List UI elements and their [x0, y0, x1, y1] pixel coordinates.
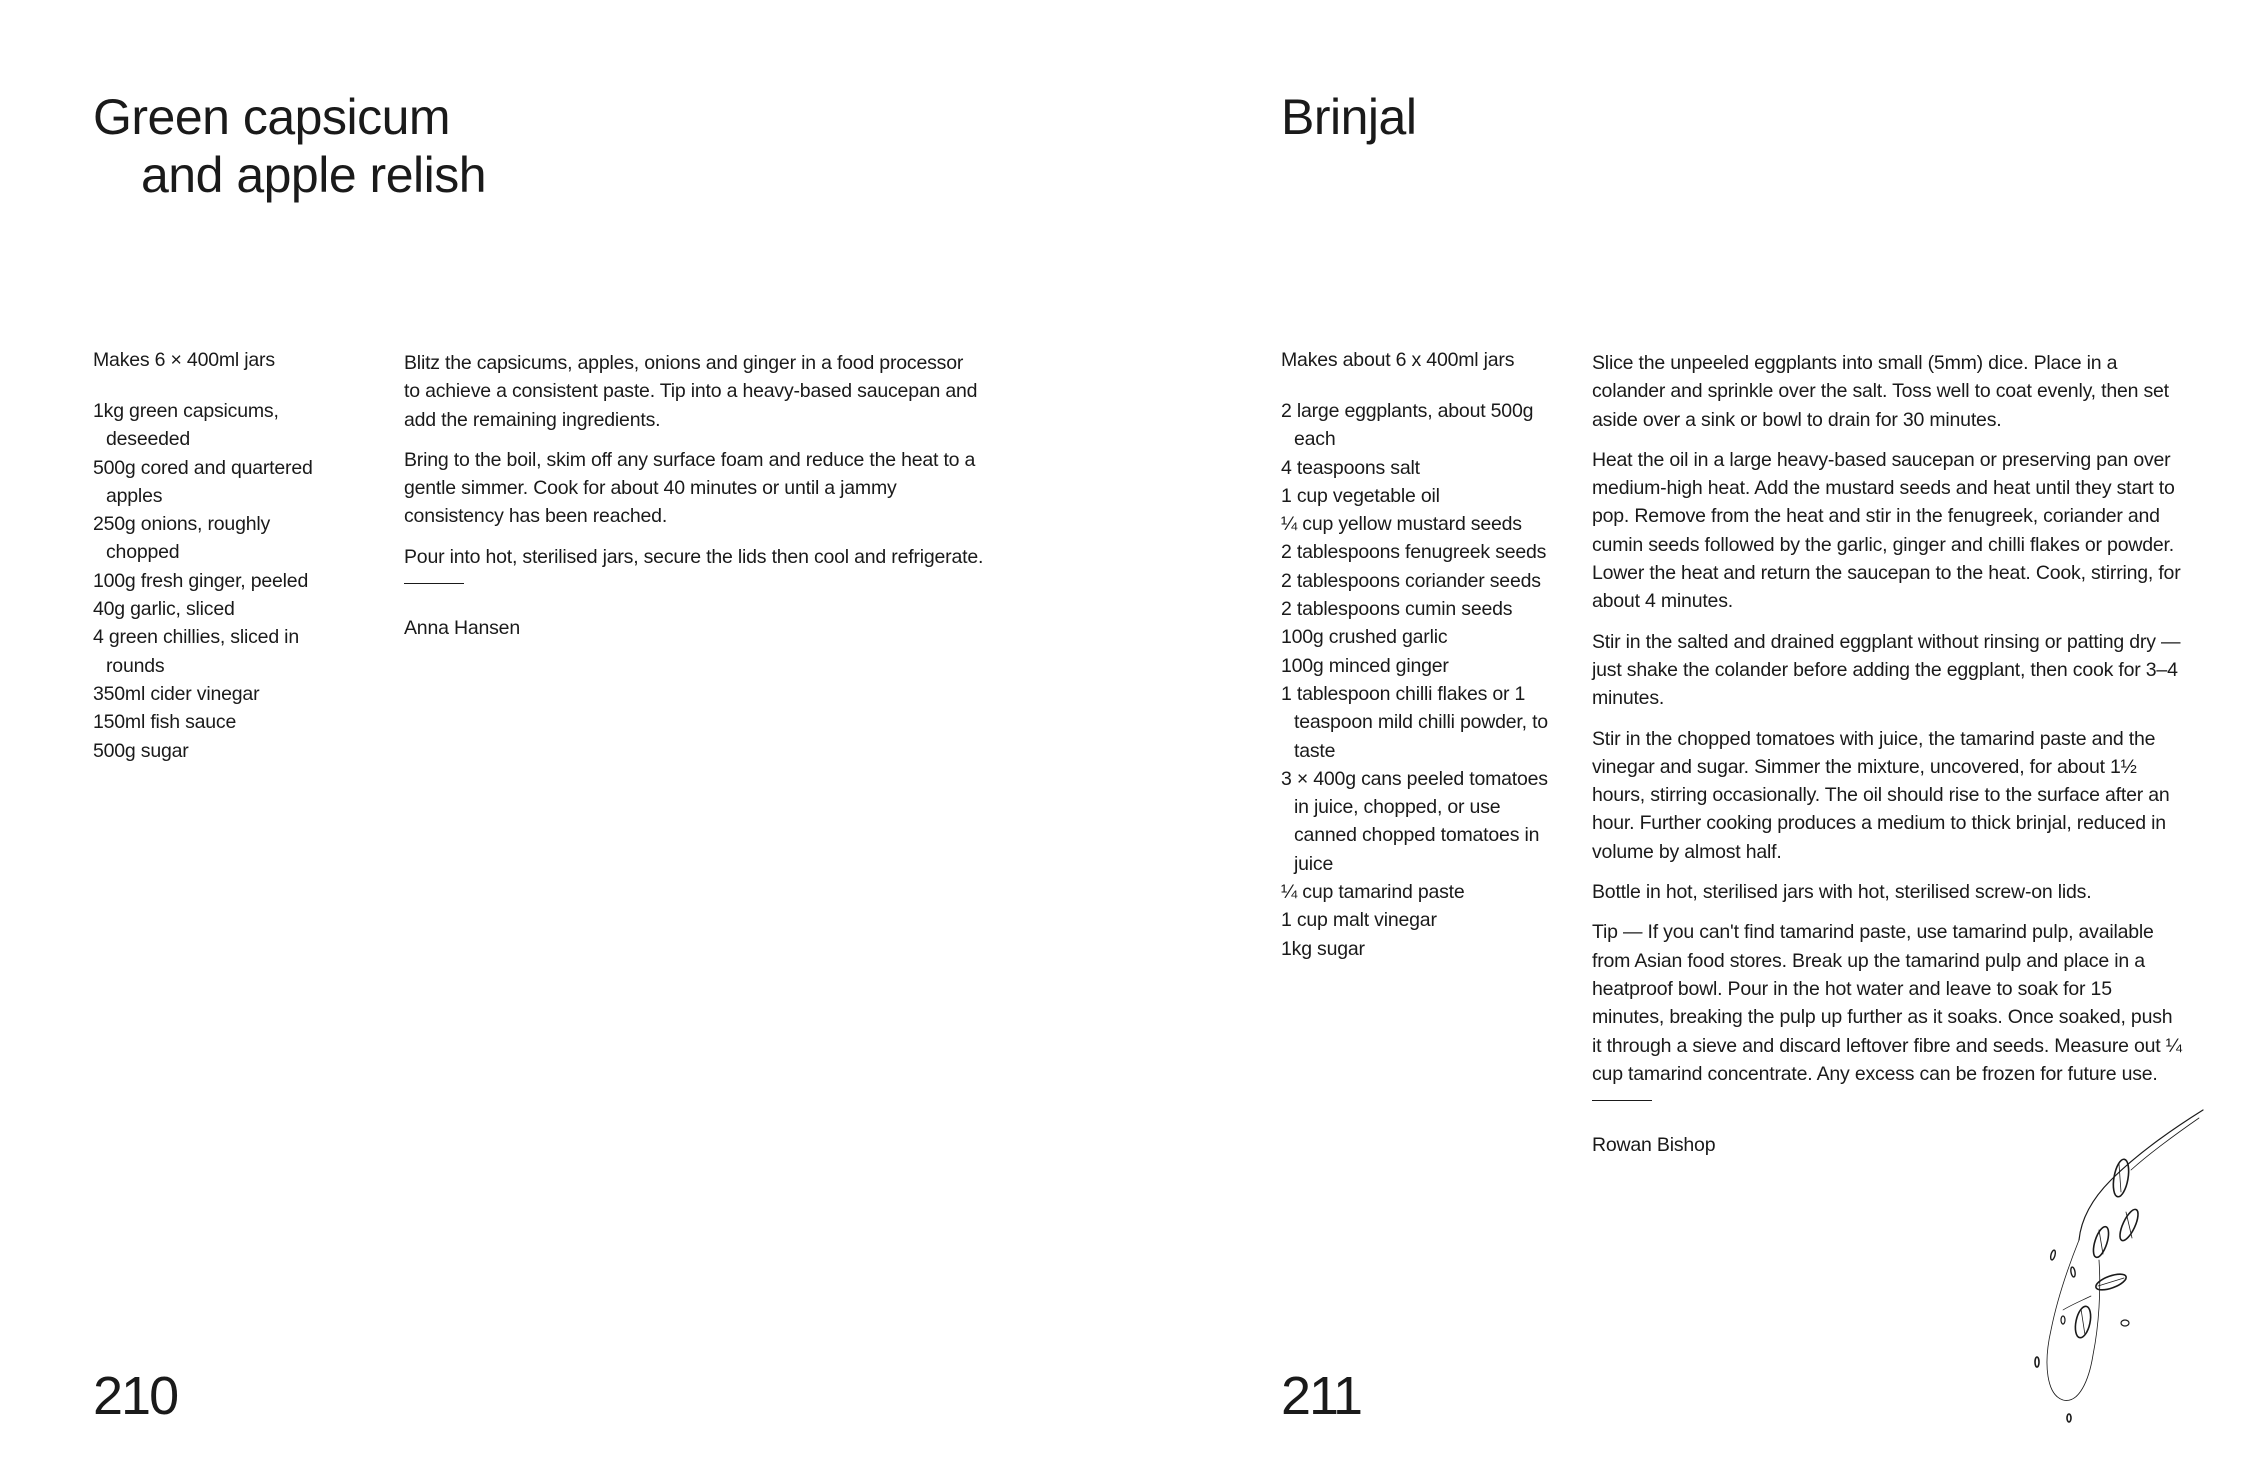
method-paragraph: Slice the unpeeled eggplants into small (5mm) dice. Place in a colander and sprinkle over the salt. Toss well to coat evenly, then set aside over a sink or bowl to drain for 30 minutes.	[1592, 352, 2169, 431]
page-number: 210	[93, 1366, 178, 1426]
ingredient-item: 1 cup malt vinegar	[1281, 909, 1437, 932]
ingredient-item: 1kg sugar	[1281, 937, 1365, 960]
ingredient-item: ¼ cup tamarind paste	[1281, 881, 1465, 904]
recipe-title	[1281, 88, 1416, 146]
ingredient-item: 2 large eggplants, about 500g each	[1281, 400, 1534, 451]
method-paragraph: Stir in the salted and drained eggplant without rinsing or patting dry — just shake the colander before adding the eggplant, then cook for 3–4 minutes.	[1592, 630, 2181, 710]
ingredient-item: 1kg green capsicums, deseeded	[93, 400, 279, 451]
ingredient-item: 1 cup vegetable oil	[1281, 484, 1440, 507]
ingredient-item: ¼ cup yellow mustard seeds	[1281, 513, 1522, 536]
ingredient-item: 4 green chillies, sliced in rounds	[93, 626, 299, 677]
recipe-author: Anna Hansen	[404, 617, 520, 640]
recipe-title-line-1: Brinjal	[1281, 89, 1417, 145]
method-paragraph: Blitz the capsicums, apples, onions and ginger in a food processor to achieve a consistent paste. Tip into a heavy-based saucepan and add the remaining ingredients.	[404, 352, 978, 431]
recipe-title	[93, 88, 486, 204]
ingredient-item: 1 tablespoon chilli flakes or 1 teaspoon mild chilli powder, to taste	[1281, 682, 1548, 762]
method-text	[404, 349, 984, 642]
recipe-title-line-1: Green capsicum	[93, 89, 451, 145]
ingredient-item: 100g fresh ginger, peeled	[93, 569, 309, 592]
method-paragraph: Pour into hot, sterilised jars, secure the lids then cool and refrigerate.	[404, 545, 984, 568]
ingredients-list	[1281, 397, 1556, 963]
ingredient-item: 500g sugar	[93, 739, 189, 762]
ingredient-item: 100g minced ginger	[1281, 654, 1449, 677]
ingredients-list	[93, 397, 343, 765]
method-text	[1592, 349, 2182, 1159]
author-divider	[404, 583, 464, 584]
right-page	[1121, 0, 2243, 1476]
ingredient-item: 2 tablespoons cumin seeds	[1281, 598, 1513, 621]
method-paragraph: Bring to the boil, skim off any surface foam and reduce the heat to a gentle simmer. Cook for about 40 minutes or until a jammy consistency has been reached.	[404, 448, 976, 528]
ingredient-item: 4 teaspoons salt	[1281, 456, 1420, 479]
ingredient-item: 100g crushed garlic	[1281, 626, 1448, 649]
method-paragraph: Heat the oil in a large heavy-based saucepan or preserving pan over medium-high heat. Add the mustard seeds and heat until they start to pop. Remove from the heat and stir in the fenugreek, coriander and cumin seeds followed by the garlic, ginger and chilli flakes or powder. Lower the heat and return the saucepan to the heat. Cook, stirring, for about 4 minutes.	[1592, 448, 2181, 613]
method-paragraph: Stir in the chopped tomatoes with juice, the tamarind paste and the vinegar and sugar. Simmer the mixture, uncovered, for about 1½ hours, stirring occasionally. The oil should rise to the surface after an hour. Further cooking produces a medium to thick brinjal, reduced in volume by almost half.	[1592, 727, 2170, 863]
page-number: 211	[1281, 1366, 1362, 1426]
seed-spoon-sketch-icon	[1971, 1100, 2211, 1440]
method-paragraph: Tip — If you can't find tamarind paste, use tamarind pulp, available from Asian food stores. Break up the tamarind pulp and place in a heatproof bowl. Pour in the hot water and leave to soak for 15 minutes, breaking the pulp up further as it soaks. Once soaked, push it through a sieve and discard leftover fibre and seeds. Measure out ¼ cup tamarind concentrate. Any excess can be frozen for future use.	[1592, 921, 2182, 1085]
ingredient-item: 40g garlic, sliced	[93, 598, 235, 621]
ingredient-item: 350ml cider vinegar	[93, 682, 260, 705]
ingredient-item: 2 tablespoons fenugreek seeds	[1281, 541, 1547, 564]
ingredient-item: 500g cored and quartered apples	[93, 456, 313, 507]
author-divider	[1592, 1100, 1652, 1101]
recipe-yield: Makes about 6 x 400ml jars	[1281, 349, 1515, 371]
ingredient-item: 150ml fish sauce	[93, 711, 237, 734]
recipe-yield: Makes 6 × 400ml jars	[93, 349, 275, 371]
recipe-title-line-2: and apple relish	[141, 147, 487, 203]
left-page	[0, 0, 1121, 1476]
ingredient-item: 3 × 400g cans peeled tomatoes in juice, chopped, or use canned chopped tomatoes in juice	[1281, 767, 1548, 875]
method-paragraph: Bottle in hot, sterilised jars with hot, sterilised screw-on lids.	[1592, 881, 2092, 904]
ingredient-item: 2 tablespoons coriander seeds	[1281, 569, 1541, 592]
recipe-author: Rowan Bishop	[1592, 1134, 1716, 1157]
ingredient-item: 250g onions, roughly chopped	[93, 513, 271, 564]
